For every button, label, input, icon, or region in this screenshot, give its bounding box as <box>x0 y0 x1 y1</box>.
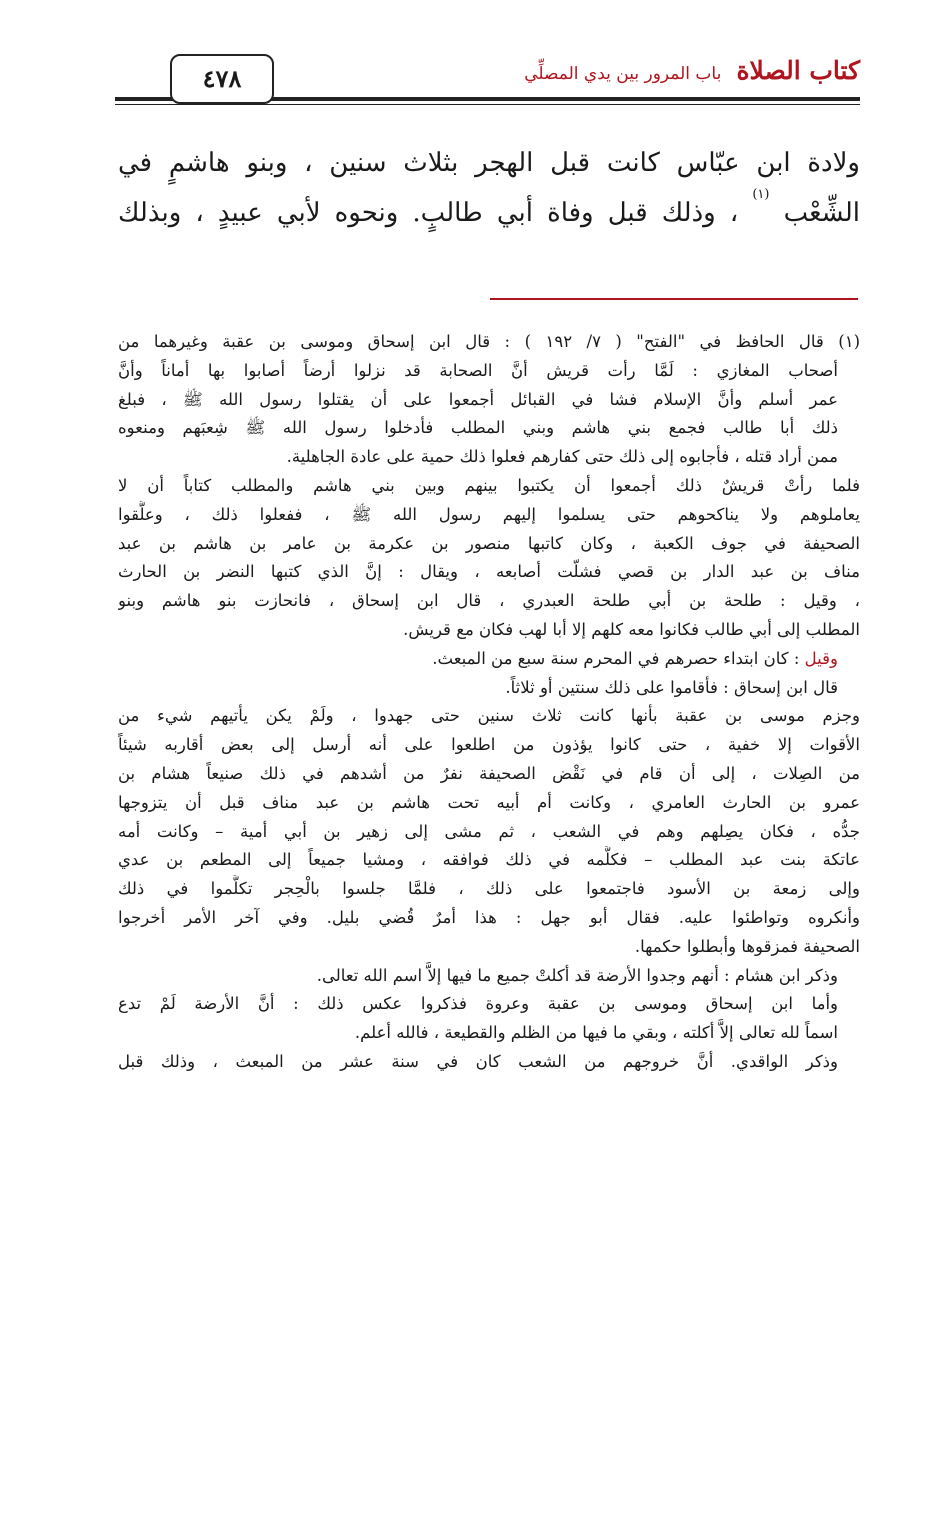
footnote-reference: (١) <box>752 187 770 202</box>
footnote-line: وجزم موسى بن عقبة بأنها كانت ثلاث سنين حتى جهدوا ، ولَمْ يكن يأتيهم شيء من <box>118 706 860 726</box>
footnotes <box>118 328 860 1077</box>
footnote-line: يعاملوهم ولا يناكحوهم حتى يسلموا إليهم رسول الله ﷺ ، ففعلوا ذلك ، وعلَّقوا <box>118 504 860 524</box>
footnote-line: عاتكة بنت عبد المطلب – فكلَّمه في ذلك فوافقه ، ومشيا جميعاً إلى المطعم بن عدي <box>118 850 860 870</box>
footnote-line: وذكر ابن هشام : أنهم وجدوا الأرضة قد أكلتْ جميع ما فيها إلاَّ اسم الله تعالى. <box>316 965 838 985</box>
footnote-paragraph <box>118 702 860 961</box>
main-line-start: الشِّعْب <box>783 198 861 228</box>
footnote-line-rest: : كان ابتداء حصرهم في المحرم سنة سبع من المبعث. <box>432 648 800 668</box>
footnote-line: فلما رأتْ قريشٌ ذلك أجمعوا أن يكتبوا بينهم وبين بني هاشم والمطلب كتاباً أن لا <box>118 475 860 495</box>
footnote-line <box>118 645 838 674</box>
footnote-line: أصحاب المغازي : لَمَّا رأت قريش أنَّ الصحابة قد نزلوا أرضاً أصابوا بها أماناً وأنَّ <box>118 360 838 380</box>
running-title <box>524 56 860 85</box>
footnote-line: الصحيفة في جوف الكعبة ، وكان كاتبها منصور بن عكرمة بن عامر بن هاشم بن عبد <box>118 533 860 553</box>
footnote-line: من الصِلات ، إلى أن قام في نَقْض الصحيفة نفرٌ من أشدهم في ذلك صنيعاً هشام بن <box>118 763 860 783</box>
header-rule-thin <box>115 104 860 105</box>
book-title: كتاب الصلاة <box>736 56 860 85</box>
footnote-line: جدُّه ، فكان يصِلهم وهم في الشعب ، ثم مشى إلى زهير بن أبي أمية – وكانت أمه <box>118 821 860 841</box>
footnote-paragraph <box>118 645 860 703</box>
footnote-line: عمر أسلم وأنَّ الإسلام فشا في القبائل أجمعوا على أن يقتلوا رسول الله ﷺ ، فبلغ <box>118 389 838 409</box>
footnote-line: (١) قال الحافظ في "الفتح" ( ٧/ ١٩٢ ) : قال ابن إسحاق وموسى بن عقبة وغيرهما من <box>118 332 860 351</box>
footnote-line: مناف بن عبد الدار بن قصي فشلّت أصابعه ، ويقال : إنَّ الذي كتبها النضر بن الحارث <box>118 562 860 582</box>
footnote-line: وأما ابن إسحاق وموسى بن عقبة وعروة فذكروا عكس ذلك : أنَّ الأرضة لَمْ تدع <box>118 994 838 1014</box>
footnote-line: اسماً لله تعالى إلاَّ أكلته ، وبقي ما فيها من الظلم والقطيعة ، فالله أعلم. <box>354 1023 838 1043</box>
footnote-line: عمرو بن الحارث العامري ، وكانت أم أبيه تحت هاشم بن عبد مناف قبل أن يتزوجها <box>118 792 860 812</box>
footnote-line: وذكر الواقدي. أنَّ خروجهم من الشعب كان في سنة عشر من المبعث ، وذلك قبل <box>118 1051 838 1071</box>
footnote-paragraph <box>118 472 860 645</box>
footnote-line: ممن أراد قتله ، فأجابوه إلى ذلك حتى كفارهم فعلوا ذلك حمية على عادة الجاهلية. <box>286 447 838 467</box>
main-text <box>118 138 860 238</box>
footnote-line: قال ابن إسحاق : فأقاموا على ذلك سنتين أو ثلاثاً. <box>505 677 838 697</box>
footnote-line: الأقوات إلا خفية ، حتى كانوا يؤذون من اطلعوا على أنه أرسل إلى بعض أقاربه شيئاً <box>118 735 860 755</box>
footnote-paragraph <box>118 328 860 357</box>
footnote-line: وأنكروه وتواطئوا عليه. فقال أبو جهل : هذا أمرٌ قُضي بليل. وفي آخر الأمر أخرجوا <box>118 907 860 927</box>
highlight-word: وقيل <box>804 648 838 668</box>
main-line: ولادة ابن عبّاس كانت قبل الهجر بثلاث سنين ، وبنو هاشمٍ في <box>118 148 860 178</box>
footnote-line: المطلب إلى أبي طالب فكانوا معه كلهم إلا أبا لهب فكان مع قريش. <box>403 619 860 639</box>
main-line <box>118 188 860 238</box>
footnote-line: ، وقيل : طلحة بن أبي طلحة العبدري ، قال ابن إسحاق ، فانحازت بنو هاشم وبنو <box>118 591 860 611</box>
footnote-line: ذلك أبا طالب فجمع بني هاشم وبني المطلب فأدخلوا رسول الله ﷺ شِعبَهم ومنعوه <box>118 418 838 438</box>
footnote-line: وإلى زمعة بن الأسود فاجتمعوا على ذلك ، فلمَّا جلسوا بالْحِجر تكلَّموا في ذلك <box>118 879 860 899</box>
page-number: ٤٧٨ <box>170 54 274 104</box>
footnote-line: الصحيفة فمزقوها وأبطلوا حكمها. <box>634 936 860 956</box>
main-line-rest: ، وذلك قبل وفاة أبي طالبٍ. ونحوه لأبي عبيدٍ ، وبذلك <box>118 198 739 228</box>
footnote-paragraph <box>118 357 860 472</box>
chapter-title: باب المرور بين يدي المصلِّي <box>524 64 722 84</box>
footnote-paragraph <box>118 962 860 1077</box>
footnote-separator <box>490 298 858 300</box>
